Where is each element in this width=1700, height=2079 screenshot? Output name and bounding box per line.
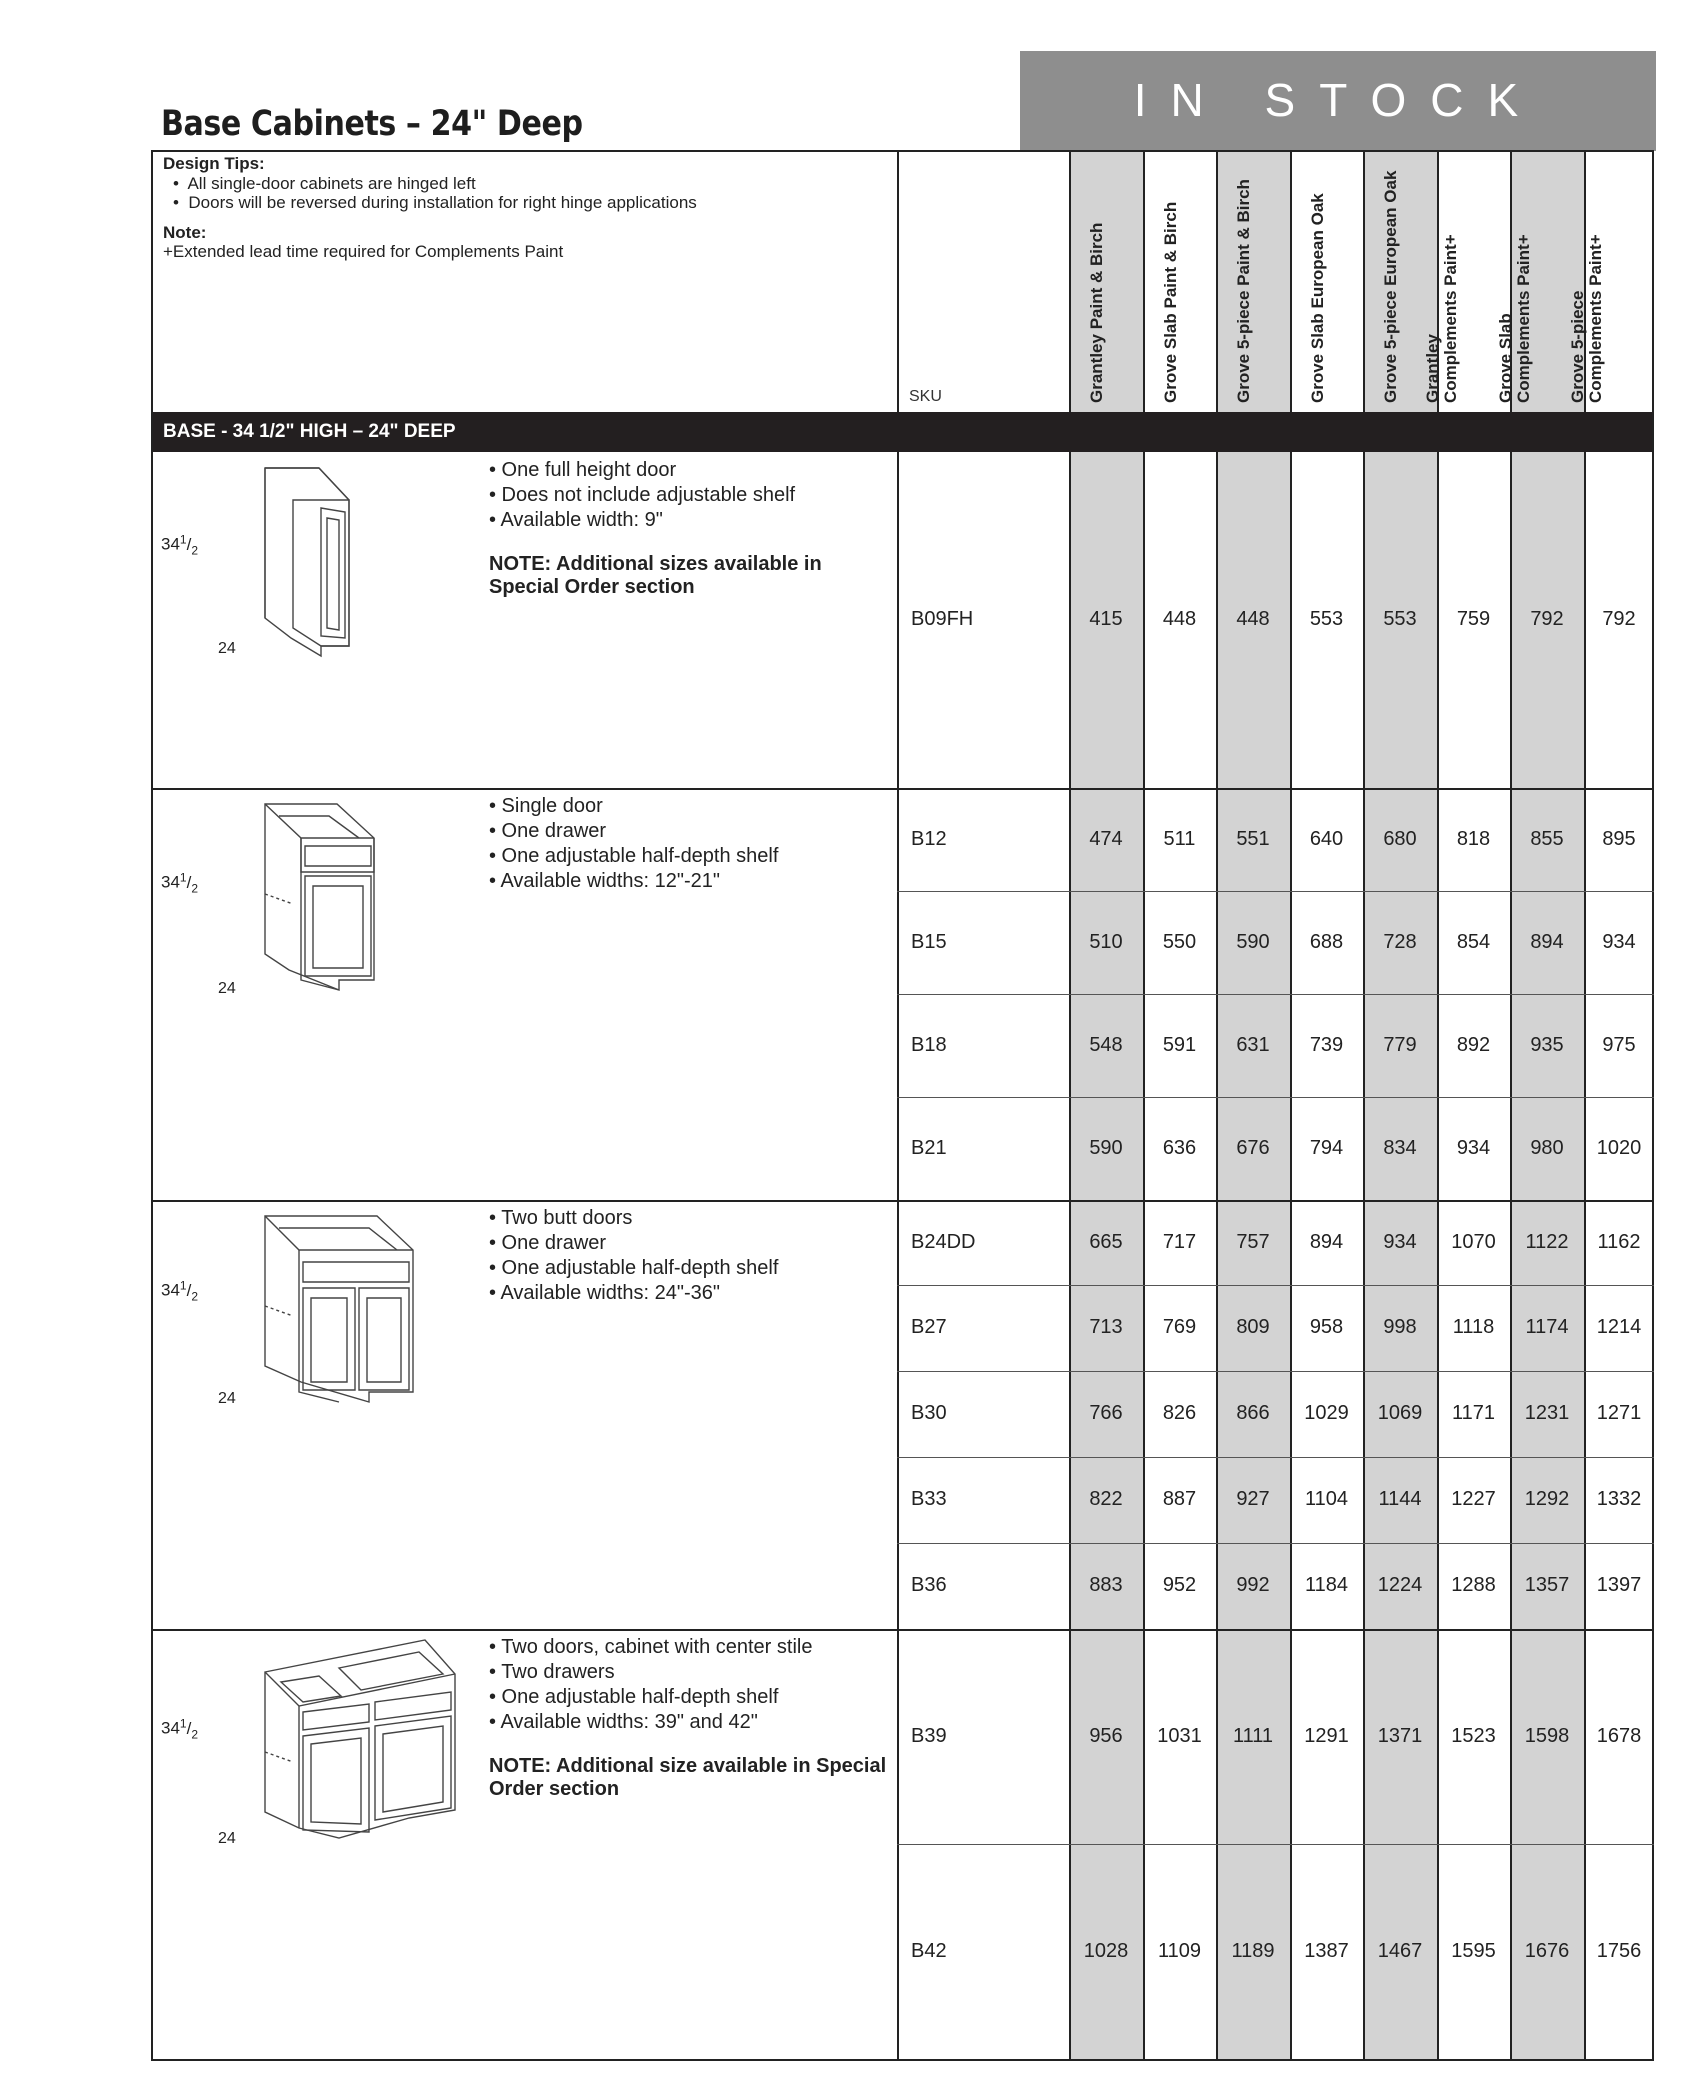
price-cell: 1271 xyxy=(1596,1402,1642,1424)
price-cell: 1288 xyxy=(1451,1574,1496,1596)
cabinet-description xyxy=(489,1206,889,1306)
height-dimension xyxy=(161,1278,198,1303)
height-dimension-value: 34 xyxy=(161,534,180,554)
price-cell: 834 xyxy=(1383,1136,1417,1159)
price-cell: 998 xyxy=(1383,1316,1417,1338)
column-header-label xyxy=(1309,193,1327,403)
feature-bullet: • One adjustable half-depth shelf xyxy=(489,845,779,867)
column-header-label xyxy=(1569,234,1605,403)
column-header-line: Complements Paint+ xyxy=(1586,234,1605,403)
cabinet-illustration xyxy=(209,794,389,999)
feature-bullet: • Available widths: 12"-21" xyxy=(489,870,720,892)
price-cell: 448 xyxy=(1162,608,1197,630)
column-divider xyxy=(1143,150,1145,412)
sku-cell: B30 xyxy=(911,1402,947,1424)
group-divider xyxy=(151,1629,1654,1631)
price-cell: 680 xyxy=(1383,827,1417,850)
price-cell: 474 xyxy=(1089,827,1123,850)
column-header-label xyxy=(1162,202,1180,403)
tip-item: • All single-door cabinets are hinged left xyxy=(173,173,476,193)
price-cell: 766 xyxy=(1089,1402,1123,1424)
column-divider xyxy=(1143,452,1145,2059)
price-cell: 1332 xyxy=(1596,1488,1642,1510)
height-dimension-value: 34 xyxy=(161,1718,180,1738)
price-cell: 792 xyxy=(1530,608,1564,630)
depth-dimension: 24 xyxy=(218,980,236,997)
price-table xyxy=(151,150,1654,2059)
price-cell: 551 xyxy=(1236,827,1270,850)
column-divider xyxy=(1584,452,1586,2059)
price-cell: 1291 xyxy=(1304,1724,1349,1747)
price-cell: 550 xyxy=(1162,930,1197,953)
price-cell: 511 xyxy=(1163,827,1196,850)
price-cell: 1595 xyxy=(1451,1939,1496,1962)
price-cell: 636 xyxy=(1162,1136,1197,1159)
sku-column-label: SKU xyxy=(909,388,942,405)
price-cell: 759 xyxy=(1456,608,1491,630)
half-fraction: $^1/_2$ xyxy=(179,1278,199,1304)
column-header-line: Grantley xyxy=(1422,334,1442,403)
cabinet-illustration xyxy=(209,1206,429,1411)
price-cell: 1676 xyxy=(1524,1939,1570,1962)
column-divider xyxy=(897,150,899,412)
price-cell: 822 xyxy=(1089,1488,1123,1510)
price-cell: 895 xyxy=(1602,827,1636,850)
price-cell: 992 xyxy=(1236,1574,1270,1596)
price-cell: 958 xyxy=(1309,1316,1344,1338)
price-cell: 980 xyxy=(1530,1136,1564,1159)
column-divider xyxy=(1069,452,1071,2059)
price-cell: 728 xyxy=(1383,930,1417,953)
column-header-line: Grove Slab Paint & Birch xyxy=(1160,201,1180,403)
special-order-note: NOTE: Additional sizes available in Special Order section xyxy=(489,553,822,598)
price-cell: 548 xyxy=(1089,1033,1123,1056)
price-cell: 1467 xyxy=(1377,1939,1423,1962)
column-header-line: Grantley Paint & Birch xyxy=(1087,222,1106,403)
price-cell: 1214 xyxy=(1596,1316,1642,1338)
row-divider xyxy=(897,1371,1654,1372)
cabinet-drawing xyxy=(209,794,389,994)
column-divider xyxy=(1290,150,1292,412)
price-cell: 1387 xyxy=(1304,1939,1349,1962)
price-cell: 510 xyxy=(1089,930,1123,953)
column-header-line: Grove 5-piece xyxy=(1568,290,1587,403)
cabinet-description xyxy=(489,1635,889,1801)
price-cell: 1031 xyxy=(1157,1724,1202,1747)
price-cell: 1598 xyxy=(1524,1724,1570,1747)
price-cell: 866 xyxy=(1236,1402,1270,1424)
cabinet-description xyxy=(489,458,889,599)
feature-bullet: • Available width: 9" xyxy=(489,509,663,531)
note-heading: Note: xyxy=(163,222,207,242)
feature-bullet: • Two doors, cabinet with center stile xyxy=(489,1636,813,1658)
sku-cell: B42 xyxy=(911,1939,947,1962)
sku-cell: B36 xyxy=(911,1574,947,1596)
price-cell: 1523 xyxy=(1451,1724,1496,1747)
price-cell: 717 xyxy=(1162,1230,1197,1253)
feature-bullet: • Single door xyxy=(489,795,603,817)
price-cell: 1756 xyxy=(1596,1939,1642,1962)
price-cell: 1224 xyxy=(1377,1574,1423,1596)
price-cell: 640 xyxy=(1309,827,1344,850)
column-header-label xyxy=(1497,234,1533,403)
price-cell: 854 xyxy=(1456,930,1491,953)
column-divider xyxy=(1216,150,1218,412)
price-cell: 934 xyxy=(1456,1136,1491,1159)
price-cell: 1070 xyxy=(1451,1230,1496,1253)
row-divider xyxy=(897,1097,1654,1098)
price-cell: 935 xyxy=(1530,1033,1564,1056)
feature-bullet: • Available widths: 39" and 42" xyxy=(489,1711,758,1733)
column-header-label xyxy=(1235,179,1253,403)
sku-cell: B12 xyxy=(911,827,947,850)
price-cell: 1184 xyxy=(1304,1574,1348,1596)
note-text: +Extended lead time required for Complements Paint xyxy=(163,242,564,261)
sku-cell: B33 xyxy=(911,1488,947,1510)
price-cell: 1171 xyxy=(1451,1402,1495,1424)
price-cell: 590 xyxy=(1089,1136,1123,1159)
price-cell: 631 xyxy=(1236,1033,1270,1056)
feature-bullet: • Two butt doors xyxy=(489,1207,633,1229)
price-cell: 448 xyxy=(1236,608,1270,630)
row-divider xyxy=(897,1285,1654,1286)
row-divider xyxy=(897,1543,1654,1544)
price-cell: 952 xyxy=(1162,1574,1197,1596)
depth-dimension: 24 xyxy=(218,1390,236,1407)
column-divider xyxy=(1363,452,1365,2059)
column-header-line: Grove Slab European Oak xyxy=(1307,193,1327,403)
price-cell: 1069 xyxy=(1377,1402,1423,1424)
price-cell: 590 xyxy=(1236,930,1270,953)
price-cell: 818 xyxy=(1456,827,1491,850)
price-cell: 956 xyxy=(1089,1724,1123,1747)
column-header-line: Grove Slab xyxy=(1496,313,1515,403)
group-divider xyxy=(151,788,1654,790)
price-cell: 769 xyxy=(1162,1316,1197,1338)
feature-bullet: • Does not include adjustable shelf xyxy=(489,484,796,506)
cabinet-illustration xyxy=(209,1632,469,1857)
price-cell: 1678 xyxy=(1596,1724,1642,1747)
price-cell: 894 xyxy=(1309,1230,1344,1253)
price-cell: 1028 xyxy=(1083,1939,1129,1962)
price-cell: 739 xyxy=(1309,1033,1344,1056)
feature-bullet: • One drawer xyxy=(489,820,607,842)
feature-bullet: • One full height door xyxy=(489,459,677,481)
column-divider xyxy=(1216,452,1218,2059)
price-cell: 927 xyxy=(1236,1488,1270,1510)
price-cell: 1357 xyxy=(1524,1574,1570,1596)
column-divider xyxy=(1363,150,1365,412)
cabinet-description xyxy=(489,794,889,894)
price-cell: 1189 xyxy=(1231,1939,1275,1962)
row-divider xyxy=(897,1844,1654,1845)
sku-cell: B09FH xyxy=(911,608,974,630)
price-cell: 826 xyxy=(1162,1402,1197,1424)
column-header-line: Grove 5-piece European Oak xyxy=(1381,170,1400,403)
page-title: Base Cabinets – 24" Deep xyxy=(161,104,583,144)
in-stock-badge: IN STOCK xyxy=(1020,51,1656,151)
column-divider xyxy=(1069,150,1071,412)
row-divider xyxy=(897,994,1654,995)
price-cell: 1104 xyxy=(1304,1488,1348,1510)
price-cell: 688 xyxy=(1309,930,1344,953)
price-cell: 591 xyxy=(1162,1033,1197,1056)
depth-dimension: 24 xyxy=(218,1830,236,1847)
price-cell: 665 xyxy=(1089,1230,1123,1253)
price-cell: 415 xyxy=(1089,608,1123,630)
half-fraction: $^1/_2$ xyxy=(179,870,199,896)
column-divider xyxy=(897,452,899,2059)
price-cell: 794 xyxy=(1309,1136,1344,1159)
price-cell: 1162 xyxy=(1597,1230,1641,1253)
tips-heading: Design Tips: xyxy=(163,154,265,173)
sku-cell: B27 xyxy=(911,1316,947,1338)
half-fraction: $^1/_2$ xyxy=(179,532,199,558)
height-dimension xyxy=(161,1716,198,1741)
price-cell: 894 xyxy=(1530,930,1564,953)
price-cell: 892 xyxy=(1456,1033,1491,1056)
height-dimension xyxy=(161,870,198,895)
price-cell: 1122 xyxy=(1525,1230,1569,1253)
depth-dimension: 24 xyxy=(218,640,236,657)
price-cell: 855 xyxy=(1530,827,1564,850)
height-dimension-value: 34 xyxy=(161,872,180,892)
price-cell: 676 xyxy=(1236,1136,1270,1159)
feature-bullet: • One adjustable half-depth shelf xyxy=(489,1257,779,1279)
column-header-label xyxy=(1424,234,1460,403)
price-cell: 1020 xyxy=(1596,1136,1642,1159)
column-header-line: Complements Paint+ xyxy=(1514,234,1533,403)
price-cell: 1397 xyxy=(1596,1574,1642,1596)
price-cell: 779 xyxy=(1383,1033,1417,1056)
column-divider xyxy=(1290,452,1292,2059)
column-header-line: Complements Paint+ xyxy=(1440,234,1460,403)
price-cell: 713 xyxy=(1089,1316,1123,1338)
price-cell: 934 xyxy=(1383,1230,1417,1253)
sku-cell: B18 xyxy=(911,1033,947,1056)
price-cell: 1029 xyxy=(1304,1402,1349,1424)
price-cell: 975 xyxy=(1602,1033,1636,1056)
price-cell: 553 xyxy=(1309,608,1344,630)
price-cell: 1231 xyxy=(1524,1402,1570,1424)
section-header: BASE - 34 1/2" HIGH – 24" DEEP xyxy=(151,412,1654,452)
sku-cell: B15 xyxy=(911,930,947,953)
height-dimension xyxy=(161,532,198,557)
price-cell: 792 xyxy=(1602,608,1636,630)
cabinet-drawing xyxy=(209,1632,469,1852)
height-dimension-value: 34 xyxy=(161,1280,180,1300)
price-cell: 1174 xyxy=(1525,1316,1569,1338)
feature-bullet: • One drawer xyxy=(489,1232,607,1254)
price-cell: 887 xyxy=(1162,1488,1197,1510)
price-cell: 1118 xyxy=(1452,1316,1495,1338)
group-divider xyxy=(151,1200,1654,1202)
special-order-note: NOTE: Additional size available in Special Order section xyxy=(489,1755,887,1800)
column-divider xyxy=(1510,452,1512,2059)
price-cell: 1111 xyxy=(1232,1724,1274,1747)
half-fraction: $^1/_2$ xyxy=(179,1716,199,1742)
sku-cell: B39 xyxy=(911,1724,947,1747)
cabinet-illustration xyxy=(209,458,389,663)
price-cell: 757 xyxy=(1236,1230,1270,1253)
feature-bullet: • One adjustable half-depth shelf xyxy=(489,1686,779,1708)
price-cell: 1371 xyxy=(1377,1724,1423,1747)
row-divider xyxy=(897,891,1654,892)
cabinet-drawing xyxy=(209,458,389,658)
sku-cell: B21 xyxy=(911,1136,947,1159)
column-header-label xyxy=(1088,223,1106,403)
row-divider xyxy=(897,1457,1654,1458)
feature-bullet: • Available widths: 24"-36" xyxy=(489,1282,720,1304)
price-cell: 1227 xyxy=(1451,1488,1496,1510)
price-cell: 553 xyxy=(1383,608,1417,630)
price-cell: 1144 xyxy=(1378,1488,1422,1510)
cabinet-drawing xyxy=(209,1206,429,1406)
price-cell: 883 xyxy=(1089,1574,1123,1596)
column-header-label xyxy=(1382,171,1400,403)
feature-bullet: • Two drawers xyxy=(489,1661,615,1683)
column-divider xyxy=(1437,452,1439,2059)
price-cell: 1109 xyxy=(1157,1939,1201,1962)
price-cell: 809 xyxy=(1236,1316,1270,1338)
price-cell: 934 xyxy=(1602,930,1636,953)
sku-cell: B24DD xyxy=(911,1230,976,1253)
tip-item: • Doors will be reversed during installation for right hinge applications xyxy=(173,193,697,212)
price-cell: 1292 xyxy=(1524,1488,1570,1510)
column-header-line: Grove 5-piece Paint & Birch xyxy=(1234,179,1253,403)
